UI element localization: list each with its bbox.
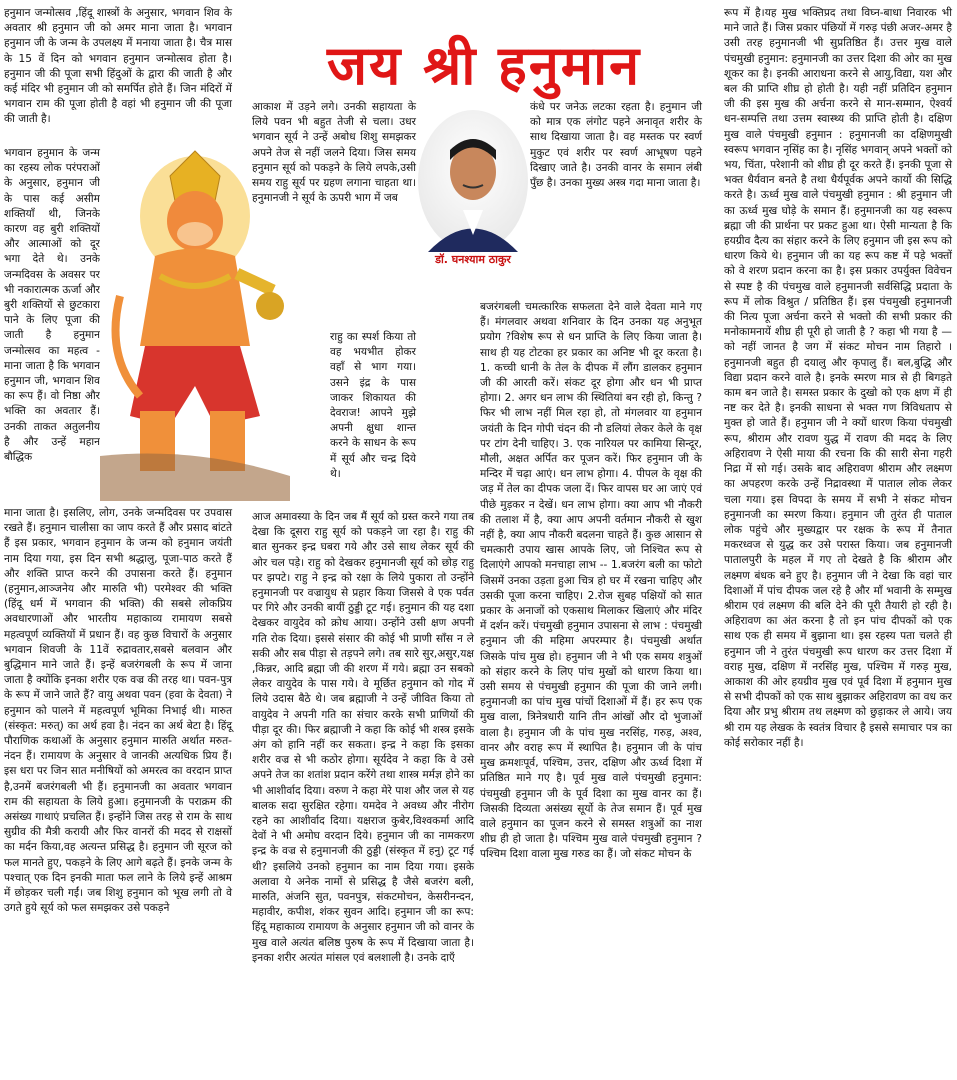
author-caption: डॉ. घनश्याम ठाकुर: [435, 253, 511, 266]
author-portrait: [418, 110, 528, 252]
article-column-2-narrow: राहु का स्पर्श किया तो वह भयभीत होकर वहाँ से भाग गया। उसने इंद्र के पास जाकर शिकायत की देवराज! आपने मुझे अपनी क्षुधा शान्त करने के साधन के रूप में सूर्य और चन्द्र दिये थे।: [330, 331, 416, 480]
article-column-2-top: आकाश में उड़ने लगे। उनकी सहायता के लिये पवन भी बहुत तेजी से चला। उधर भगवान सूर्य ने उन्हें अबोध शिशु समझकर अपने तेज से नहीं जलने दिया। जिस समय हनुमान सूर्य को पकड़ने के लिये लपके,उसी समय राहु सूर्य पर ग्रहण लगाना चाहता था। हनुमानजी ने सूर्य के ऊपरी भाग में जब: [252, 101, 416, 205]
article-column-3-top: कंधे पर जनेऊ लटका रहता है। हनुमान जी को मात्र एक लंगोट पहने अनावृत शरीर के साथ दिखाया जाता है। वह मस्तक पर स्वर्ण मुकुट एवं शरीर पर स्वर्ण आभूषण पहने दिखाए जाते है। उनकी वानर के समान लंबी पुँछ है। उनका मुख्य अस्त्र गदा माना जाता है।: [530, 101, 702, 190]
article-column-1-bottom: माना जाता है। इसलिए, लोग, उनके जन्मदिवस पर उपवास रखते हैं। हनुमान चालीसा का जाप करते हैं और प्रसाद बांटते हैं इस प्रकार, भगवान हनुमान के जन्म को हनुमान जयंती नाम दिया गया, इस दिन सभी श्रद्धालु, पूजा-पाठ करते हैं और शक्ति प्राप्त करने की उपासना करते हैं। हनुमान (हनुमान,आञ्जनेय और मारुति भी) परमेश्वर की भक्ति (हिंदू धर्म में भगवान की भक्ति) की सबसे लोकप्रिय अवधारणाओं और भारतीय महाकाव्य रामायण सबसे महत्वपूर्ण व्यक्तियों में प्रधान हैं। वह कुछ विचारों के अनुसार भगवान शिवजी के 11वें रुद्रावतार,सबसे बलवान और बुद्धिमान माने जाते हैं। इन्हें बजरंगबली के रूप में जाना जाता है क्योंकि इनका शरीर एक वज्र की तरह था। पवन-पुत्र के रूप में जाने जाते हैं? वायु अथवा पवन (हवा के देवता) ने हनुमान को पालने में महत्वपूर्ण भूमिका निभाई थी। मारुत (संस्कृत: मरुत्) का अर्थ हवा है। नंदन का अर्थ बेटा है। हिंदू पौराणिक कथाओं के अनुसार हनुमान मारुति अर्थात मरुत-नंदन हैं। रामायण के अनुसार वे जानकी अत्यधिक प्रिय हैं। इस धरा पर जिन सात मनीषियों को अमरत्व का वरदान प्राप्त है,उनमें बजरंगबली भी हैं। हनुमानजी का अवतार भगवान राम की सहायता के लिये हुआ। हनुमानजी के पराक्रम की असंख्य गाथाएं प्रचलित हैं। इन्होंने जिस तरह से राम के साथ सुग्रीव की मैत्री करायी और फिर वानरों की मदद से राक्षसों का मर्दन किया,वह अत्यन्त प्रसिद्ध है। हनुमान जी सूरज को फल मानते हुए, पकड़ने के लिए आगे बढ़ते हैं। इनके जन्म के पश्चात् एक दिन इनकी माता फल लाने के लिये इन्हें आश्रम में छोड़कर चली गईं। जब शिशु हनुमान को भूख लगी तो वे उगते हुये सूर्य को फल समझकर उसे पकड़ने: [4, 507, 232, 915]
masthead-title: जय श्री हनुमान: [326, 33, 642, 97]
article-column-1-top: हनुमान जन्मोत्सव ,हिंदू शास्त्रों के अनुसार, भगवान शिव के अवतार श्री हनुमान जी को अमर माना जाता है। भगवान हनुमान जी के जन्म के उपलक्ष्य में मनाया जाता है। चैत्र मास के 15 वें दिन को भगवान हनुमान जन्मोत्सव होता है। हनुमान जी की पूजा सभी हिंदुओं के द्वारा की जाती है और कई मंदिर भी हनुमान जी को समर्पित होते हैं। जिन मंदिरों में भगवान राम की पूजा होती है वहां भी हनुमान जी की पूजा की जाती है।: [4, 7, 232, 126]
article-column-3: बजरंगबली चमत्कारिक सफलता देने वाले देवता माने गए हैं। मंगलवार अथवा शनिवार के दिन उनका यह अनुभूत प्रयोग ?विशेष रूप से धन प्राप्ति के लिए किया जाता है। साथ ही यह टोटका हर प्रकार का अनिष्ट भी दूर करता है। 1. कच्ची धानी के तेल के दीपक में लौंग डालकर हनुमान जी की आरती करें। संकट दूर होगा और धन भी प्राप्त होगा। 2. अगर धन लाभ की स्थितियां बन रही हो, किन्तु ?फिर भी लाभ नहीं मिल रहा हो, तो मंगलवार या हनुमान जयंती के दिन गोपी चंदन की नौ डलियां लेकर केले के वृक्ष पर टांग देनी चाहिए। 3. एक नारियल पर कामिया सिन्दूर, मौली, अक्षत अर्पित कर पूजन करें। फिर हनुमान जी के मन्दिर में चढ़ा आएं। धन लाभ होगा। 4. पीपल के वृक्ष की जड़ में तेल का दीपक जला दें। फिर वापस घर आ जाएं एवं पीछे मुड़कर न देखें। धन लाभ होगा। क्या आप भी नौकरी की तलाश में है, क्या आप अपनी वर्तमान नौकरी से खुश नहीं है, क्या आप नौकरी बदलना चाहते हैं। कुछ आसान से चमत्कारी उपाय खास आपके लिए, जो निश्चित रूप से दिलाएंगे आपको मनचाहा लाभ -- 1.बजरंग बली का फोटो जिसमें उनका उड़ता हुआ चित्र हो घर में रखना चाहिए और उसकी पूजा करना चाहिए। 2.रोज सुबह पक्षियों को सात प्रकार के अनाजों को एकसाथ मिलाकर खिलाएं और मंदिर में दर्शन करें। पंचमुखी हनुमान उपासना से लाभ : पंचमुखी हनुमान जी की महिमा अपरम्पार है। पंचमुखी अर्थात जिसके पांच मुख हो। हनुमान जी ने भी एक समय शत्रुओं को संहार करने के लिए पांच मुखों को धारण किया था। उसी समय से पंचमुखी हनुमान की पूजा की जाने लगी। हनुमानजी का पांच मुख पांचों दिशाओं में हैं। हर रूप एक मुख वाला, त्रिनेत्रधारी यानि तीन आंखों और दो भुजाओं वाला है। हनुमान जी के पांच मुख नरसिंह, गरुड़, अश्व, वानर और वराह रूप में स्थापित है। हनुमान जी के पांच मुख क्रमशःपूर्व, पश्चिम, उत्तर, दक्षिण और ऊर्ध्व दिशा में प्रतिष्ठित माने गए है। पूर्व मुख वाले पंचमुखी हनुमान: पंचमुखी हनुमान जी के पूर्व दिशा का मुख वानर का हैं। जिसकी दिव्यता असंख्य सूर्यो के तेज समान हैं। पूर्व मुख वाले हनुमान का पूजन करने से समस्त शत्रुओं का नाश शीघ्र ही हो जाता है। पश्चिम मुख वाले पंचमुखी हनुमान ?पश्चिम दिशा वाला मुख गरुड का हैं। जो संकट मोचन के: [480, 301, 702, 861]
article-column-2-bottom: आज अमावस्या के दिन जब मैं सूर्य को ग्रस्त करने गया तब देखा कि दूसरा राहु सूर्य को पकड़ने जा रहा है। राहु की बात सुनकर इन्द्र घबरा गये और उसे साथ लेकर सूर्य की ओर चल पड़े। राहु को देखकर हनुमानजी सूर्य को छोड़ राहु पर झपटे। राहु ने इन्द्र को रक्षा के लिये पुकारा तो उन्होंने हनुमानजी पर वज्रायुध से प्रहार किया जिससे वे एक पर्वत पर गिरे और उनकी बायीं ठुड्डी टूट गई। हनुमान की यह दशा देखकर वायुदेव को क्रोध आया। उन्होंने उसी क्षण अपनी गति रोक दिया। इससे संसार की कोई भी प्राणी साँस न ले सकी और सब पीड़ा से तड़पने लगे। तब सारे सुर,असुर,यक्ष ,किन्नर, आदि ब्रह्मा जी की शरण में गये। ब्रह्मा उन सबको लेकर वायुदेव के पास गये। वे मूर्छित हनुमान को गोद में लिये उदास बैठे थे। जब ब्रह्माजी ने उन्हें जीवित किया तो वायुदेव ने अपनी गति का संचार करके सभी प्राणियों की पीड़ा दूर की। फिर ब्रह्माजी ने कहा कि कोई भी शस्त्र इसके अंग को हानि नहीं कर सकता। इन्द्र ने कहा कि इसका शरीर वज्र से भी कठोर होगा। सूर्यदेव ने कहा कि वे उसे अपने तेज का शतांश प्रदान करेंगे तथा शास्त्र मर्मज्ञ होने का भी आशीर्वाद दिया। वरुण ने कहा मेरे पाश और जल से यह बालक सदा सुरक्षित रहेगा। यमदेव ने अवध्य और नीरोग रहने का आशीर्वाद दिया। यक्षराज कुबेर,विश्वकर्मा आदि देवों ने भी अमोघ वरदान दिये। हनुमान जी का नामकरण इन्द्र के वज्र से हनुमानजी की ठुड्डी (संस्कृत में हनु) टूट गई थी? इसलिये उनको हनुमान का नाम दिया गया। इसके अलावा ये अनेक नामों से प्रसिद्ध है जैसे बजरंग बली, मारुति, अंजनि सुत, पवनपुत्र, संकटमोचन, केसरीनन्दन, महावीर, कपीश, शंकर सुवन आदि। हनुमान जी का रूप: हिंदू महाकाव्य रामायण के अनुसार हनुमान जी को वानर के मुख वाले अत्यंत बलिष्ठ पुरुष के रूप में दिखाया जाता है। इनका शरीर अत्यंत मांसल एवं बलशाली है। उनके दाएँ: [252, 511, 474, 964]
article-column-1-narrow: भगवान हनुमान के जन्म का रहस्य लोक परंपराओं के अनुसार, हनुमान जी के पास कई असीम शक्तियाँ थी, जिनके कारण वह बुरी शक्तियों और आत्माओं को दूर भगा देते थे। उनके जन्मदिवस के अवसर पर भी नकारात्मक ऊर्जा और बुरी शक्तियों से छुटकारा पाने के लिए पूजा की जाती है हनुमान जन्मोत्सव का महत्व - माना जाता है कि भगवान हनुमान जी, भगवान शिव का रूप हैं। वो निष्ठा और भक्ति का अवतार हैं। उनकी ताकत अतुलनीय है और उन्हें महान बौद्धिक: [4, 147, 100, 464]
article-column-4: रूप में है।यह मुख भक्तिप्रद तथा विघ्न-बाधा निवारक भी माने जाते हैं। जिस प्रकार पंछियों में गरुड़ पंछी अजर-अमर है उसी तरह हनुमानजी भी सुप्रतिष्ठित हैं। उत्तर मुख वाले पंचमुखी हनुमान: हनुमानजी का उत्तर दिशा की ओर का मुख शूकर का है। इनकी आराधना करने से आयु,विद्या, यश और बल की प्राप्ति शीघ्र हो होती है। यही नहीं प्रतिदिन हनुमान जी की इस मुख की अर्चना करने से मान-सम्मान, ऐश्वर्य धन-सम्पत्ति तथा उत्तम स्वास्थ्य की प्राप्ति होती है। दक्षिण मुख वाले पंचमुखी हनुमान : हनुमानजी का दक्षिणमुखी स्वरूप भगवान नृसिंह का है। नृसिंह भगवान् अपने भक्तों को भय, चिंता, परेशानी को शीघ्र ही दूर करते हैं। इनकी पूजा से भक्त धैर्यवान बनते है तथा धैर्यपूर्वक अपने कार्यो की सिद्धि करते है। ऊर्ध्व मुख वाले पंचमुखी हनुमान : श्री हनुमान जी का ऊर्ध्व मुख घोड़े के समान हैं। हनुमानजी का यह स्वरूप ब्रह्मा जी की प्रार्थना पर प्रकट हुआ था। ऐसी मान्यता है कि हयग्रीव दैत्य का संहार करने के लिए हनुमान जी इस रूप को धारण किये थे। हनुमान जी का यह रूप कष्ट में पड़े भक्तों को वे शरण प्रदान करना का है। इस प्रकार उपर्युक्त विवेचन से स्पष्ट है की पंचमुख वाले हनुमानजी सर्वसिद्धि प्रदाता के रूप में लोक विश्रुत / प्रतिष्ठित हैं। इस पंचमुखी हनुमानजी की नित्य पूजा अर्चना करने से भक्तो की सभी प्रकार की मनोकामनायें शीघ्र ही पूरी हो जाती है ? कहा भी गया है —को नहीं जानत है जग में संकट मोचन नाम तिहारो । हनुमानजी बहुत ही दयालु और कृपालु हैं। बल,बुद्धि और विद्या प्रदान करने वाले है। इनके स्मरण मात्र से ही बिगड़ते काम बन जाते है। समस्त प्रकार के दुखो को एक क्षण में ही नष्ट कर देते है। इनकी साधना से भक्त गण त्रिविधताप से मुक्त हो जाते हैं। हनुमान जी ने क्यों धारण किया पंचमुखी रूप, श्रीराम और रावण युद्ध में रावण की मदद के लिए अहिरावण ने ऐसी माया की रचना कि की सारी सेना गहरी निद्रा में सो गई। उसके बाद अहिरावण श्रीराम और लक्ष्मण का अपहरण करके उन्हें निद्रावस्था में पाताल लोक लेकर चला गया। इस विपदा के समय में सभी ने संकट मोचन हनुमानजी का स्मरण किया। हनुमान जी तुरंत ही पाताल लोक पहुंचे और मुख्यद्वार पर रक्षक के रूप में तैनात मकरध्वज से युद्ध कर उसे परास्त किया। जब हनुमानजी पातालपुरी के महल में गए तो देखते है कि श्रीराम और लक्ष्मण बंधक बने हुए है। हनुमान जी ने देखा कि वहां चार दिशाओं में पांच दीपक जल रहे है और माँ भवानी के सम्मुख श्रीराम एवं लक्ष्मण की बलि देने की पूरी तैयारी हो रही है। अहिरावण का अंत करना है तो इन पांच दीपकों को एक साथ एक ही समय में बुझाना था। इस रहस्य पता चलते ही हनुमान जी ने तुरंत पंचमुखी रूप धारण कर उत्तर दिशा में वराह मुख, दक्षिण में नरसिंह मुख, पश्चिम में गरुड़ मुख, आकाश की ओर हयग्रीव मुख एवं पूर्व दिशा में हनुमान मुख से सभी दीपकों को एक साथ बुझाकर अहिरावण का वध कर दिया और प्रभु श्रीराम तथ लक्ष्मण को छुड़ाकर ले आये। जय श्री राम यह लेखक के स्वतंत्र विचार है इससे समाचार पत्र का कोई सरोकार नहीं है।: [724, 7, 952, 749]
